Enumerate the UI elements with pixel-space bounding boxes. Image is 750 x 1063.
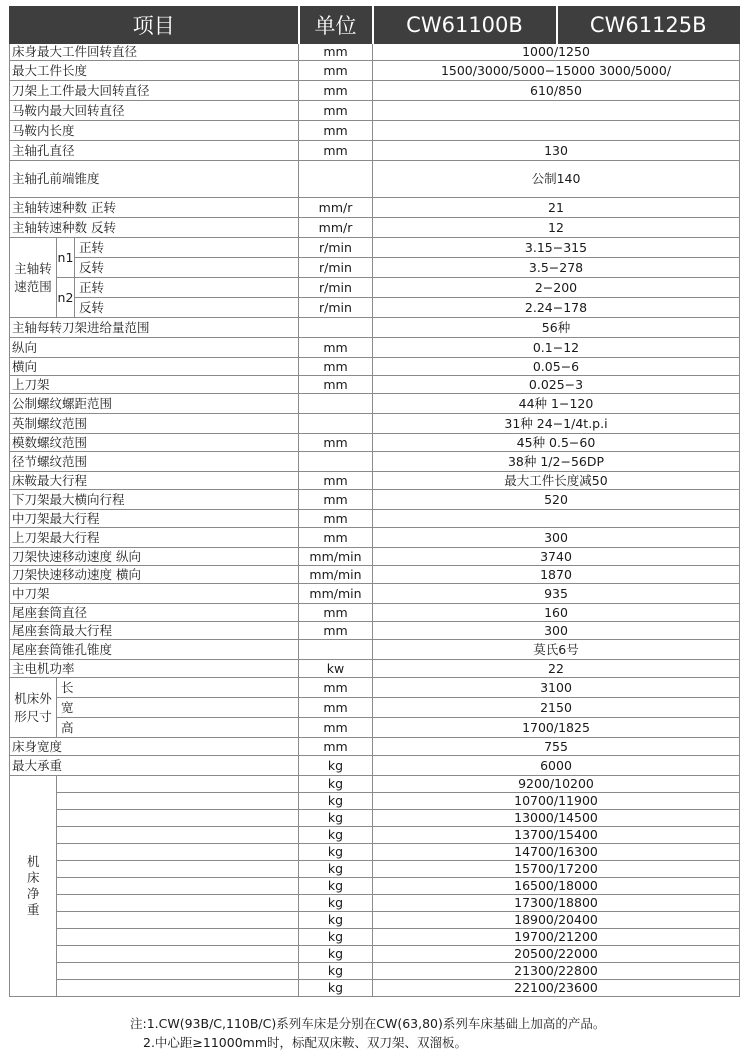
row-value: 6000 [373, 756, 740, 776]
footnote-1: 注:1.CW(93B/C,110B/C)系列车床是分别在CW(63,80)系列车床基础上加高的产品。 [130, 1016, 606, 1031]
row-value: 16500/18000 [373, 878, 740, 895]
weight-config-cell [57, 878, 299, 895]
table-row [10, 776, 740, 793]
table-row [10, 358, 740, 376]
row-unit: mm [299, 141, 373, 161]
row-label: 上刀架 [10, 376, 299, 394]
weight-config-cell [57, 946, 299, 963]
weight-config-cell [57, 929, 299, 946]
table-row [10, 218, 740, 238]
row-value: 莫氏6号 [373, 640, 740, 660]
row-label: 主电机功率 [10, 660, 299, 678]
row-unit: kg [299, 929, 373, 946]
row-label: 主轴转速种数 正转 [10, 198, 299, 218]
table-row [10, 660, 740, 678]
row-unit: kg [299, 861, 373, 878]
row-value: 21 [373, 198, 740, 218]
row-value: 22100/23600 [373, 980, 740, 997]
row-unit: mm/r [299, 218, 373, 238]
row-value: 0.05−6 [373, 358, 740, 376]
row-value: 1500/3000/5000−15000 3000/5000/ [373, 61, 740, 81]
row-unit: mm [299, 604, 373, 622]
row-unit: mm [299, 678, 373, 698]
row-label: 主轴孔直径 [10, 141, 299, 161]
table-row [10, 698, 740, 718]
row-unit: kg [299, 844, 373, 861]
table-row [10, 929, 740, 946]
table-row [10, 548, 740, 566]
row-value: 130 [373, 141, 740, 161]
row-value: 14700/16300 [373, 844, 740, 861]
table-row [10, 604, 740, 622]
row-unit [299, 452, 373, 472]
row-unit: kg [299, 878, 373, 895]
spec-sheet [9, 6, 739, 997]
table-row [10, 528, 740, 548]
row-label: 英制螺纹范围 [10, 414, 299, 434]
dimension-name: 高 [57, 718, 299, 738]
row-unit: r/min [299, 278, 373, 298]
table-row [10, 756, 740, 776]
row-label: 刀架上工件最大回转直径 [10, 81, 299, 101]
net-weight-group-label: 机床净重 [27, 854, 40, 917]
header-row [10, 7, 740, 44]
row-label: 中刀架 [10, 584, 299, 604]
weight-config-cell [57, 827, 299, 844]
row-unit [299, 640, 373, 660]
row-value: 44种 1−120 [373, 394, 740, 414]
table-row [10, 61, 740, 81]
row-value: 12 [373, 218, 740, 238]
row-label: 马鞍内长度 [10, 121, 299, 141]
row-value: 17300/18800 [373, 895, 740, 912]
row-value: 3.15−315 [373, 238, 740, 258]
row-value: 3740 [373, 548, 740, 566]
row-unit: mm [299, 338, 373, 358]
footnotes [0, 1014, 750, 1052]
row-value: 31种 24−1/4t.p.i [373, 414, 740, 434]
speed-direction: 反转 [75, 298, 299, 318]
row-unit: mm/min [299, 584, 373, 604]
table-row [10, 738, 740, 756]
table-row [10, 946, 740, 963]
table-row [10, 718, 740, 738]
row-unit: mm [299, 101, 373, 121]
table-row [10, 810, 740, 827]
table-row [10, 861, 740, 878]
row-value: 300 [373, 528, 740, 548]
row-unit: mm [299, 358, 373, 376]
table-row [10, 912, 740, 929]
table-row [10, 81, 740, 101]
row-value [373, 121, 740, 141]
row-unit: mm [299, 510, 373, 528]
row-unit: mm [299, 738, 373, 756]
row-value: 300 [373, 622, 740, 640]
row-label: 刀架快速移动速度 纵向 [10, 548, 299, 566]
speed-direction: 反转 [75, 258, 299, 278]
row-unit: kg [299, 912, 373, 929]
row-label: 主轴每转刀架进给量范围 [10, 318, 299, 338]
row-label: 上刀架最大行程 [10, 528, 299, 548]
weight-config-cell [57, 844, 299, 861]
row-label: 纵向 [10, 338, 299, 358]
table-row [10, 376, 740, 394]
weight-config-cell [57, 793, 299, 810]
row-label: 尾座套筒直径 [10, 604, 299, 622]
speed-range-group-label: 主轴转速范围 [10, 238, 57, 318]
row-label: 径节螺纹范围 [10, 452, 299, 472]
row-value: 13000/14500 [373, 810, 740, 827]
speed-gear-label: n1 [57, 238, 75, 278]
row-unit: kw [299, 660, 373, 678]
row-unit: kg [299, 946, 373, 963]
row-label: 最大工件长度 [10, 61, 299, 81]
row-value: 610/850 [373, 81, 740, 101]
row-unit: mm [299, 81, 373, 101]
weight-config-cell [57, 776, 299, 793]
row-unit: mm/min [299, 566, 373, 584]
row-label: 尾座套筒锥孔锥度 [10, 640, 299, 660]
dimension-name: 长 [57, 678, 299, 698]
row-unit: mm/r [299, 198, 373, 218]
table-row [10, 198, 740, 218]
row-label: 床身宽度 [10, 738, 299, 756]
row-value: 1000/1250 [373, 44, 740, 61]
row-unit: mm [299, 472, 373, 490]
row-label: 最大承重 [10, 756, 299, 776]
row-label: 主轴孔前端锥度 [10, 161, 299, 198]
row-label: 横向 [10, 358, 299, 376]
row-unit: r/min [299, 238, 373, 258]
weight-config-cell [57, 895, 299, 912]
row-unit: kg [299, 776, 373, 793]
row-value: 160 [373, 604, 740, 622]
row-value: 最大工件长度减50 [373, 472, 740, 490]
table-row [10, 258, 740, 278]
row-unit: r/min [299, 298, 373, 318]
table-row [10, 584, 740, 604]
table-row [10, 278, 740, 298]
table-row [10, 414, 740, 434]
row-label: 床鞍最大行程 [10, 472, 299, 490]
weight-config-cell [57, 980, 299, 997]
row-unit: mm [299, 622, 373, 640]
row-unit: kg [299, 895, 373, 912]
row-value: 21300/22800 [373, 963, 740, 980]
row-value: 2150 [373, 698, 740, 718]
row-value: 3100 [373, 678, 740, 698]
row-unit: mm [299, 376, 373, 394]
row-value [373, 510, 740, 528]
row-unit: kg [299, 980, 373, 997]
row-value: 755 [373, 738, 740, 756]
row-unit [299, 414, 373, 434]
row-value: 10700/11900 [373, 793, 740, 810]
table-row [10, 490, 740, 510]
weight-config-cell [57, 810, 299, 827]
row-unit: mm/min [299, 548, 373, 566]
row-value: 38种 1/2−56DP [373, 452, 740, 472]
row-value: 13700/15400 [373, 827, 740, 844]
table-row [10, 238, 740, 258]
weight-config-cell [57, 861, 299, 878]
table-row [10, 44, 740, 61]
table-row [10, 844, 740, 861]
row-value: 520 [373, 490, 740, 510]
footnote-2: 2.中心距≥11000mm时，标配双床鞍、双刀架、双溜板。 [143, 1035, 468, 1050]
row-value: 45种 0.5−60 [373, 434, 740, 452]
row-unit [299, 161, 373, 198]
spec-table [9, 6, 740, 997]
row-value: 1870 [373, 566, 740, 584]
row-unit: mm [299, 434, 373, 452]
table-row [10, 980, 740, 997]
row-value: 9200/10200 [373, 776, 740, 793]
row-value: 22 [373, 660, 740, 678]
row-unit: kg [299, 810, 373, 827]
row-unit [299, 318, 373, 338]
header-model-a: CW61100B [373, 7, 557, 44]
header-model-b: CW61125B [557, 7, 740, 44]
row-value [373, 101, 740, 121]
net-weight-group [10, 776, 57, 997]
row-value: 2.24−178 [373, 298, 740, 318]
row-label: 主轴转速种数 反转 [10, 218, 299, 238]
row-value: 18900/20400 [373, 912, 740, 929]
row-unit: mm [299, 528, 373, 548]
row-unit: kg [299, 827, 373, 844]
row-label: 尾座套筒最大行程 [10, 622, 299, 640]
row-value: 56种 [373, 318, 740, 338]
row-label: 马鞍内最大回转直径 [10, 101, 299, 121]
table-row [10, 161, 740, 198]
row-unit: mm [299, 121, 373, 141]
speed-direction: 正转 [75, 238, 299, 258]
row-label: 模数螺纹范围 [10, 434, 299, 452]
row-value: 0.1−12 [373, 338, 740, 358]
row-value: 1700/1825 [373, 718, 740, 738]
header-item: 项目 [10, 7, 299, 44]
table-row [10, 878, 740, 895]
row-unit: mm [299, 718, 373, 738]
header-unit: 单位 [299, 7, 373, 44]
table-row [10, 793, 740, 810]
table-row [10, 121, 740, 141]
row-label: 中刀架最大行程 [10, 510, 299, 528]
dimensions-group-label: 机床外形尺寸 [10, 678, 57, 738]
table-row [10, 434, 740, 452]
row-unit [299, 394, 373, 414]
row-value: 2−200 [373, 278, 740, 298]
row-unit: mm [299, 44, 373, 61]
table-row [10, 472, 740, 490]
row-label: 床身最大工件回转直径 [10, 44, 299, 61]
row-unit: kg [299, 963, 373, 980]
weight-config-cell [57, 963, 299, 980]
row-value: 15700/17200 [373, 861, 740, 878]
row-unit: r/min [299, 258, 373, 278]
row-value: 935 [373, 584, 740, 604]
row-label: 公制螺纹螺距范围 [10, 394, 299, 414]
row-unit: mm [299, 61, 373, 81]
speed-gear-label: n2 [57, 278, 75, 318]
speed-direction: 正转 [75, 278, 299, 298]
table-row [10, 622, 740, 640]
table-row [10, 141, 740, 161]
table-row [10, 963, 740, 980]
row-value: 公制140 [373, 161, 740, 198]
row-label: 下刀架最大横向行程 [10, 490, 299, 510]
table-row [10, 318, 740, 338]
table-row [10, 101, 740, 121]
row-value: 20500/22000 [373, 946, 740, 963]
row-label: 刀架快速移动速度 横向 [10, 566, 299, 584]
table-row [10, 338, 740, 358]
row-value: 3.5−278 [373, 258, 740, 278]
row-unit: mm [299, 698, 373, 718]
row-value: 19700/21200 [373, 929, 740, 946]
table-row [10, 895, 740, 912]
row-unit: kg [299, 756, 373, 776]
table-row [10, 827, 740, 844]
weight-config-cell [57, 912, 299, 929]
row-unit: mm [299, 490, 373, 510]
table-row [10, 510, 740, 528]
table-row [10, 640, 740, 660]
table-row [10, 394, 740, 414]
row-unit: kg [299, 793, 373, 810]
table-row [10, 566, 740, 584]
table-row [10, 678, 740, 698]
row-value: 0.025−3 [373, 376, 740, 394]
table-row [10, 452, 740, 472]
dimension-name: 宽 [57, 698, 299, 718]
table-row [10, 298, 740, 318]
